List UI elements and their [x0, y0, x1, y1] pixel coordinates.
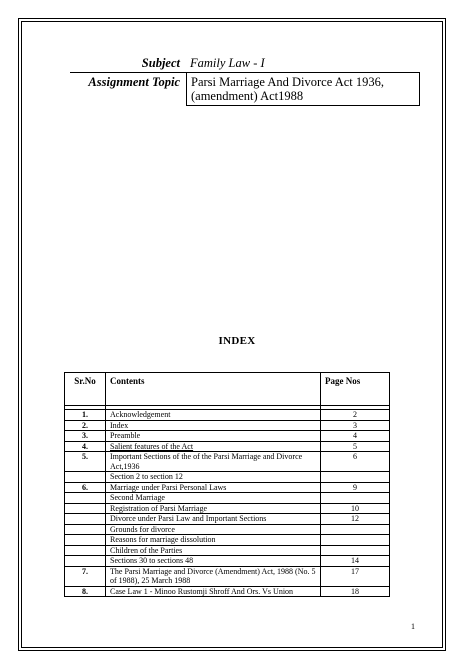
col-header-srno: Sr.No [65, 373, 106, 406]
index-row-srno: 3. [65, 431, 106, 442]
topic-value-line2: (amendment) Act1988 [191, 89, 304, 103]
index-row [65, 420, 390, 431]
index-row-srno [65, 524, 106, 535]
index-row-page [321, 493, 390, 504]
col-header-page-nos: Page Nos [321, 373, 390, 406]
index-row-page [321, 524, 390, 535]
index-row-page: 2 [321, 410, 390, 421]
index-row-page [321, 545, 390, 556]
index-row-srno [65, 556, 106, 567]
index-row-content: Case Law 1 - Minoo Rustomji Shroff And Ors. Vs Union [106, 586, 321, 597]
index-row-srno [65, 514, 106, 525]
index-row [65, 441, 390, 452]
index-row-content: Section 2 to section 12 [106, 472, 321, 483]
index-row-content: Second Marriage [106, 493, 321, 504]
index-row-content: Grounds for divorce [106, 524, 321, 535]
index-row [65, 524, 390, 535]
index-title: INDEX [218, 335, 256, 347]
index-row-page: 12 [321, 514, 390, 525]
col-header-contents: Contents [106, 373, 321, 406]
index-row-content: The Parsi Marriage and Divorce (Amendment) Act, 1988 (No. 5 of 1988), 25 March 1988 [106, 566, 321, 586]
index-row [65, 493, 390, 504]
index-row-page: 5 [321, 441, 390, 452]
index-row [65, 586, 390, 597]
index-row-content: Acknowledgement [106, 410, 321, 421]
index-row-content: Marriage under Parsi Personal Laws [106, 482, 321, 493]
subject-label: Subject [141, 56, 180, 70]
index-row-content: Index [106, 420, 321, 431]
index-row-page: 17 [321, 566, 390, 586]
index-row-srno: 4. [65, 441, 106, 452]
subject-row [70, 56, 420, 73]
index-row-srno: 6. [65, 482, 106, 493]
topic-label: Assignment Topic [88, 75, 180, 89]
index-row [65, 431, 390, 442]
assignment-header [70, 56, 420, 106]
index-row [65, 556, 390, 567]
index-row-srno [65, 535, 106, 546]
index-row-content: Sections 30 to sections 48 [106, 556, 321, 567]
index-row-srno: 1. [65, 410, 106, 421]
index-row [65, 482, 390, 493]
index-row-content: Registration of Parsi Marriage [106, 503, 321, 514]
index-row [65, 566, 390, 586]
index-row-page: 10 [321, 503, 390, 514]
index-header-row [65, 373, 390, 406]
index-row [65, 452, 390, 472]
index-row-page [321, 535, 390, 546]
topic-row [70, 73, 420, 106]
topic-value-line1: Parsi Marriage And Divorce Act 1936, [191, 75, 385, 89]
index-row-content: Divorce under Parsi Law and Important Sections [106, 514, 321, 525]
index-row-page: 6 [321, 452, 390, 472]
index-row-page [321, 472, 390, 483]
index-row-content: Children of the Parties [106, 545, 321, 556]
topic-value [186, 73, 420, 106]
index-row [65, 503, 390, 514]
index-row-content: Salient features of the Act [106, 441, 321, 452]
index-row-page: 4 [321, 431, 390, 442]
index-row [65, 514, 390, 525]
index-row-page: 9 [321, 482, 390, 493]
index-row [65, 472, 390, 483]
index-row-srno: 8. [65, 586, 106, 597]
index-row [65, 535, 390, 546]
index-row-srno [65, 545, 106, 556]
index-row-srno: 7. [65, 566, 106, 586]
index-row-content: Important Sections of the of the Parsi Marriage and Divorce Act,1936 [106, 452, 321, 472]
index-row-page: 18 [321, 586, 390, 597]
index-row-srno: 5. [65, 452, 106, 472]
index-row [65, 410, 390, 421]
index-row-srno [65, 503, 106, 514]
index-row-srno [65, 493, 106, 504]
index-row [65, 545, 390, 556]
page-number: 1 [411, 622, 415, 631]
index-row-page: 14 [321, 556, 390, 567]
index-row-srno [65, 472, 106, 483]
index-row-page: 3 [321, 420, 390, 431]
index-row-content: Preamble [106, 431, 321, 442]
index-row-content: Reasons for marriage dissolution [106, 535, 321, 546]
index-row-srno: 2. [65, 420, 106, 431]
subject-value: Family Law - I [190, 56, 265, 70]
index-table [64, 372, 390, 597]
